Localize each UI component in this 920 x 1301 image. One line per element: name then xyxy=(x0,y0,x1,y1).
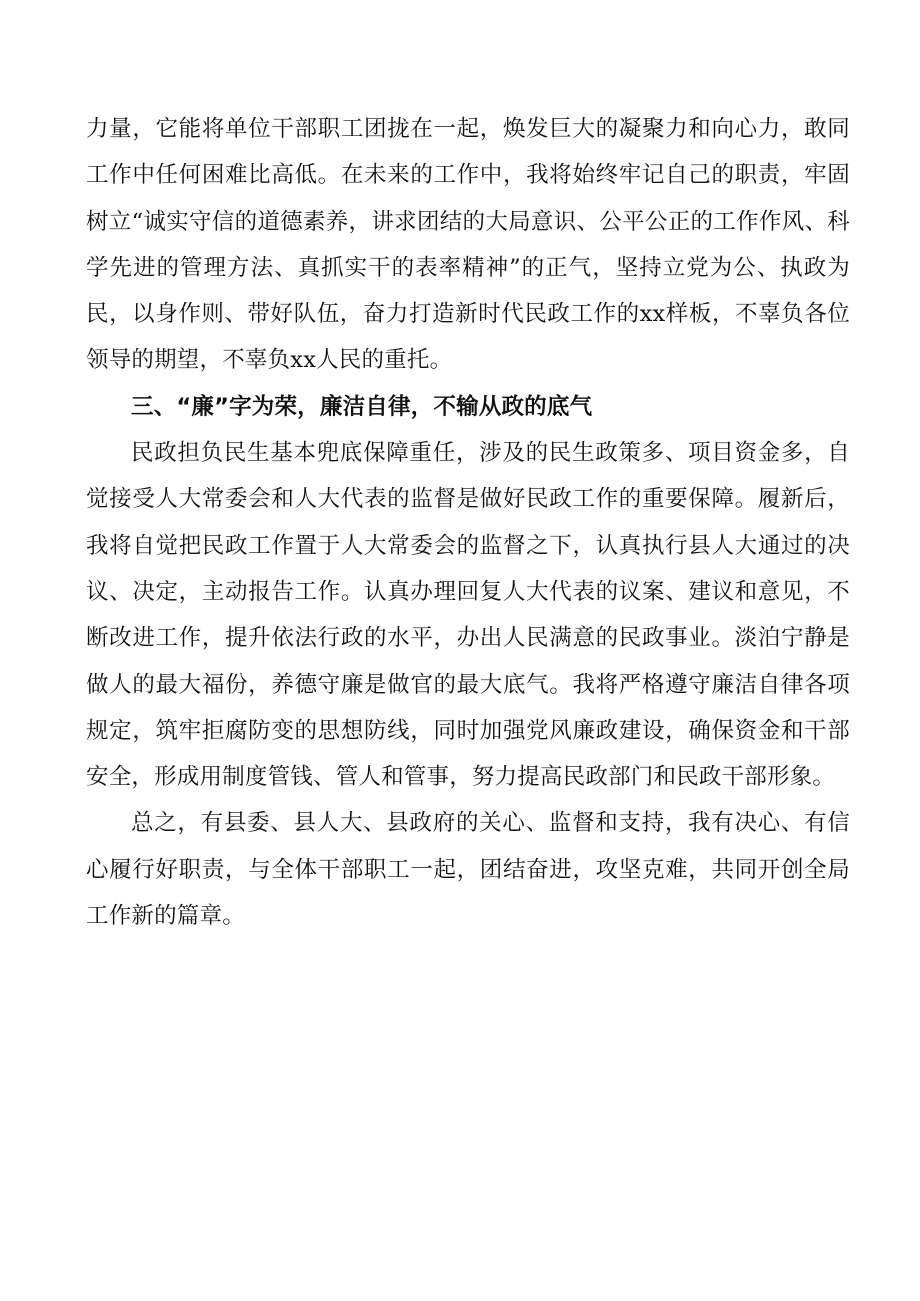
section-heading: 三、“廉”字为荣，廉洁自律，不输从政的底气 xyxy=(131,393,593,420)
paragraph-continued: 力量，它能将单位干部职工团拢在一起，焕发巨大的凝聚力和向心力，敢同工作中任何困难比高低。在未来的工作中，我将始终牢记自己的职责，牢固树立“诚实守信的道德素养，讲求团结的大局意识、公平公正的工作作风、科学先进的管理方法、真抓实干的表率精神”的正气，坚持立党为公、执政为民，以身作则、带好队伍，奋力打造新时代民政工作的xx样板，不辜负各位领导的期望，不辜负xx人民的重托。 xyxy=(86,116,850,374)
document-body xyxy=(86,106,850,939)
paragraph-supervision: 民政担负民生基本兜底保障重任，涉及的民生政策多、项目资金多，自觉接受人大常委会和人大代表的监督是做好民政工作的重要保障。履新后，我将自觉把民政工作置于人大常委会的监督之下，认真执行县人大通过的决议、决定，主动报告工作。认真办理回复人大代表的议案、建议和意见，不断改进工作，提升依法行政的水平，办出人民满意的民政事业。淡泊宁静是做人的最大福份，养德守廉是做官的最大底气。我将严格遵守廉洁自律各项规定，筑牢拒腐防变的思想防线，同时加强党风廉政建设，确保资金和干部安全，形成用制度管钱、管人和管事，努力提高民政部门和民政干部形象。 xyxy=(86,440,850,791)
paragraph-conclusion: 总之，有县委、县人大、县政府的关心、监督和支持，我有决心、有信心履行好职责，与全体干部职工一起，团结奋进，攻坚克难，共同开创全局工作新的篇章。 xyxy=(86,810,850,930)
